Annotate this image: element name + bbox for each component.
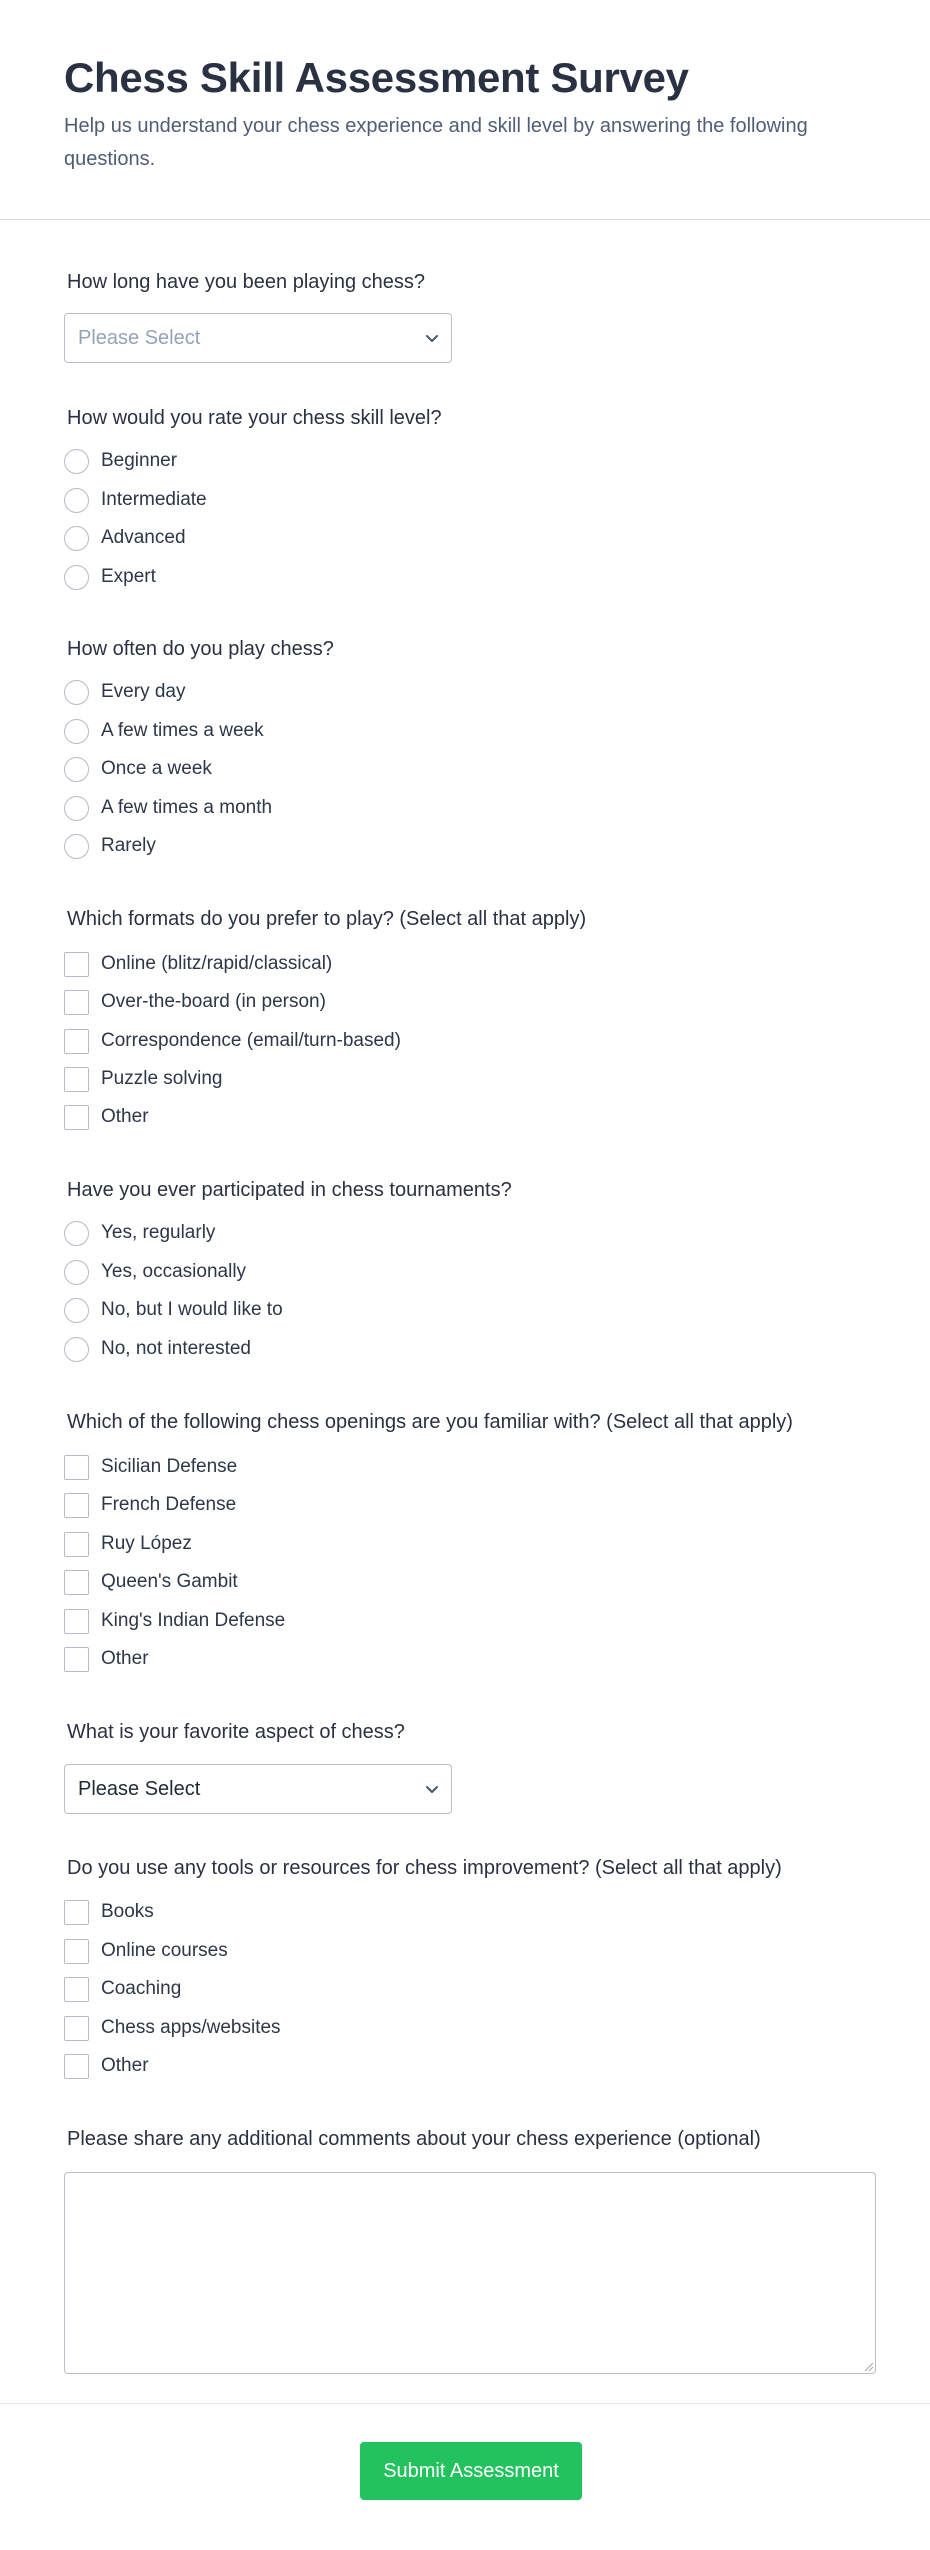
option-label: Other — [101, 1106, 149, 1127]
radio-button[interactable] — [64, 1337, 89, 1362]
radio-button[interactable] — [64, 757, 89, 782]
radio-button[interactable] — [64, 565, 89, 590]
radio-button[interactable] — [64, 1221, 89, 1246]
radio-button[interactable] — [64, 449, 89, 474]
radio-button[interactable] — [64, 719, 89, 744]
option-label: No, not interested — [101, 1338, 251, 1359]
option-label: Other — [101, 2055, 149, 2076]
checkbox[interactable] — [64, 1647, 89, 1672]
option-label: Books — [101, 1901, 154, 1922]
option-label: No, but I would like to — [101, 1299, 283, 1320]
option-label: A few times a month — [101, 797, 273, 818]
question-label-play-frequency: How often do you play chess? — [67, 638, 334, 660]
checkbox[interactable] — [64, 1105, 89, 1130]
radio-button[interactable] — [64, 680, 89, 705]
checkbox[interactable] — [64, 1900, 89, 1925]
radio-button[interactable] — [64, 834, 89, 859]
page-subtitle: Help us understand your chess experience and skill level by answering the following questions. — [64, 115, 808, 170]
radio-button[interactable] — [64, 1298, 89, 1323]
option-label: King's Indian Defense — [101, 1610, 286, 1631]
radio-button[interactable] — [64, 488, 89, 513]
question-label-openings: Which of the following chess openings are you familiar with? (Select all that apply) — [67, 1411, 793, 1433]
favorite-aspect-select[interactable] — [64, 1764, 452, 1814]
option-label: Yes, occasionally — [101, 1261, 247, 1282]
survey-header — [0, 0, 930, 220]
question-label-skill-level: How would you rate your chess skill level? — [67, 407, 442, 429]
radio-button[interactable] — [64, 1260, 89, 1285]
checkbox[interactable] — [64, 1067, 89, 1092]
option-label: Sicilian Defense — [101, 1456, 238, 1477]
option-label: Online courses — [101, 1940, 228, 1961]
option-label: Queen's Gambit — [101, 1571, 238, 1592]
option-label: Rarely — [101, 835, 156, 856]
option-label: Once a week — [101, 758, 212, 779]
question-label-tournaments: Have you ever participated in chess tournaments? — [67, 1179, 512, 1201]
question-label-favorite-aspect: What is your favorite aspect of chess? — [67, 1721, 405, 1743]
comments-textarea[interactable] — [64, 2172, 876, 2374]
footer-divider — [0, 2403, 930, 2404]
option-label: Expert — [101, 566, 156, 587]
checkbox[interactable] — [64, 1493, 89, 1518]
question-label-formats: Which formats do you prefer to play? (Select all that apply) — [67, 908, 587, 930]
select-value: Please Select — [78, 327, 201, 349]
option-label: Beginner — [101, 450, 178, 471]
checkbox[interactable] — [64, 1532, 89, 1557]
option-label: Other — [101, 1648, 149, 1669]
checkbox[interactable] — [64, 952, 89, 977]
option-label: A few times a week — [101, 720, 264, 741]
question-label-play-duration: How long have you been playing chess? — [67, 271, 426, 293]
option-label: Yes, regularly — [101, 1222, 216, 1243]
play-duration-select[interactable] — [64, 313, 452, 363]
option-label: Puzzle solving — [101, 1068, 223, 1089]
radio-button[interactable] — [64, 526, 89, 551]
option-label: Advanced — [101, 527, 186, 548]
checkbox[interactable] — [64, 1609, 89, 1634]
checkbox[interactable] — [64, 990, 89, 1015]
option-label: Chess apps/websites — [101, 2017, 281, 2038]
option-label: Every day — [101, 681, 186, 702]
radio-button[interactable] — [64, 796, 89, 821]
chevron-down-icon — [423, 329, 441, 347]
option-label: Over-the-board (in person) — [101, 991, 326, 1012]
checkbox[interactable] — [64, 1939, 89, 1964]
question-label-tools: Do you use any tools or resources for chess improvement? (Select all that apply) — [67, 1857, 782, 1879]
option-label: Online (blitz/rapid/classical) — [101, 953, 333, 974]
select-value: Please Select — [78, 1778, 201, 1800]
checkbox[interactable] — [64, 1570, 89, 1595]
option-label: Intermediate — [101, 489, 207, 510]
resize-handle-icon[interactable] — [864, 2362, 874, 2372]
option-label: Coaching — [101, 1978, 182, 1999]
checkbox[interactable] — [64, 2054, 89, 2079]
checkbox[interactable] — [64, 2016, 89, 2041]
option-label: Ruy López — [101, 1533, 192, 1554]
option-label: Correspondence (email/turn-based) — [101, 1030, 401, 1051]
submit-button[interactable]: Submit Assessment — [360, 2442, 582, 2500]
chevron-down-icon — [423, 1780, 441, 1798]
checkbox[interactable] — [64, 1029, 89, 1054]
checkbox[interactable] — [64, 1455, 89, 1480]
page-title: Chess Skill Assessment Survey — [64, 54, 689, 101]
question-label-comments: Please share any additional comments about your chess experience (optional) — [67, 2128, 761, 2150]
checkbox[interactable] — [64, 1977, 89, 2002]
option-label: French Defense — [101, 1494, 237, 1515]
